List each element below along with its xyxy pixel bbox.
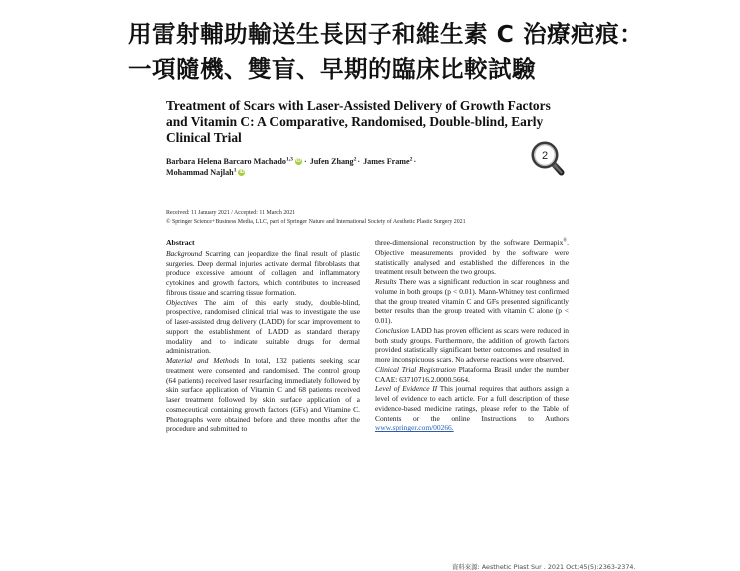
- article-title: Treatment of Scars with Laser-Assisted Delivery of Growth Factors and Vitamin C: A Comparative, Randomised, Double-blind, Early Clinical Trial: [166, 98, 551, 146]
- author-affiliation-marker: 1: [233, 167, 237, 174]
- received-accepted-line: Received: 11 January 2021 / Accepted: 11 March 2021: [166, 210, 296, 216]
- text-methods: In total, 132 patients seeking scar treatment were consented and randomised. The control group (64 patients) received laser resurfacing immediately followed by skin surface application of Vitamin C and 68 patients received laser treatment followed by skin surface application of a cosmeceutical containing growth factors (GFs) and Vitamine C. Photographs were obtained before and three months after the procedure and submitted to: [166, 356, 360, 434]
- text-methods-cont2: . Objective measurements provided by the software were statistically analysed and established the differences in the treatment result between the two groups.: [375, 238, 569, 277]
- label-registration: Clinical Trial Registration: [375, 364, 456, 374]
- author-separator: ·: [303, 157, 307, 166]
- author-affiliation-marker: 2: [409, 156, 413, 163]
- text-methods-cont: three-dimensional reconstruction by the software Dermapix: [375, 238, 564, 247]
- text-registration: Plataforma Brasil under the number CAAE: 63710716.2.0000.5664.: [375, 364, 569, 384]
- magnifier-zoom-cursor[interactable]: [527, 137, 573, 183]
- abstract-column-left: [166, 238, 360, 434]
- magnifier-icon: [527, 137, 573, 183]
- abstract-paragraph-objectives: [166, 298, 360, 357]
- abstract-column-right: [375, 238, 569, 434]
- copyright-line: © Springer Science+Business Media, LLC, part of Springer Nature and International Society of Aesthetic Plastic Surgery 2021: [166, 218, 466, 225]
- orcid-icon[interactable]: [295, 158, 302, 165]
- chinese-title: [128, 18, 668, 86]
- label-background: Background: [166, 248, 203, 258]
- label-conclusion: Conclusion: [375, 325, 409, 335]
- chinese-title-line-2: 一項隨機、雙盲、早期的臨床比較試驗: [128, 55, 536, 83]
- text-conclusion: LADD has proven efficient as scars were reduced in both study groups. Furthermore, the addition of growth factors provided statistically significant better outcomes and resulted in more inconspicuous scars. No adverse reactions were observed.: [375, 325, 569, 364]
- chinese-title-line-1: 用雷射輔助輸送生長因子和維生素 C 治療疤痕：: [128, 20, 644, 48]
- magnifier-level-label: 2: [541, 150, 549, 163]
- author-name: James Frame: [363, 157, 410, 166]
- orcid-icon[interactable]: [238, 169, 245, 176]
- abstract-paragraph-evidence: [375, 384, 569, 433]
- text-background: Scarring can jeopardize the final result of plastic surgeries. Deep dermal injuries activate dermal fibroblasts that produce excessive amount of collagen and inflammatory cytokines and growth factors, which contributes to increased fibrous tissue and scarring tissue formation.: [166, 248, 360, 297]
- text-results: There was a significant reduction in scar roughness and volume in both groups (p < 0.01). Mann-Whitney test confirmed that the group treated vitamin C and GFs presented significantly better results than the group treated with vitamin C alone (p < 0.01).: [375, 277, 569, 325]
- label-objectives: Objectives: [166, 297, 198, 307]
- author-affiliation-marker: 1,3: [285, 156, 293, 163]
- author-separator: ·: [357, 157, 361, 166]
- source-note: 資料來源: Aesthetic Plast Sur . 2021 Oct;45(5):2363-2374.: [452, 563, 636, 571]
- abstract-section: [166, 238, 570, 434]
- abstract-paragraph-methods: [166, 356, 360, 434]
- author-name: Mohammad Najlah: [166, 168, 234, 178]
- author-affiliation-marker: 2: [353, 156, 357, 163]
- abstract-paragraph-methods-continued: [375, 238, 569, 277]
- abstract-paragraph-background: [166, 249, 360, 298]
- text-objectives: The aim of this early study, double-blind, prospective, randomised clinical trial was to investigate the use of laser-assisted drug delivery (LADD) for scar improvement to support the establishment of LADD as standard therapy modality and to indicate suitable drugs for dermal administration.: [166, 297, 360, 356]
- abstract-paragraph-conclusion: [375, 326, 569, 365]
- label-methods: Material and Methods: [166, 356, 240, 365]
- text-evidence: This journal requires that authors assign a level of evidence to each article. For a full description of these evidence-based medicine ratings, please refer to the Table of Contents or the online Instructions to Authors: [375, 384, 569, 423]
- abstract-paragraph-registration: [375, 365, 569, 385]
- author-list: [166, 156, 566, 178]
- publication-metadata: [166, 209, 566, 226]
- author-name: Jufen Zhang: [309, 157, 354, 166]
- label-results: Results: [375, 277, 397, 286]
- abstract-heading: Abstract: [166, 238, 195, 247]
- paper-page: [0, 92, 740, 571]
- springer-instructions-link[interactable]: www.springer.com/00266.: [375, 423, 454, 433]
- label-evidence: Level of Evidence II: [375, 384, 438, 394]
- author-separator: ·: [413, 157, 417, 166]
- abstract-paragraph-results: [375, 277, 569, 326]
- author-name: Barbara Helena Barcaro Machado: [166, 157, 286, 166]
- registered-mark: ®: [563, 238, 568, 244]
